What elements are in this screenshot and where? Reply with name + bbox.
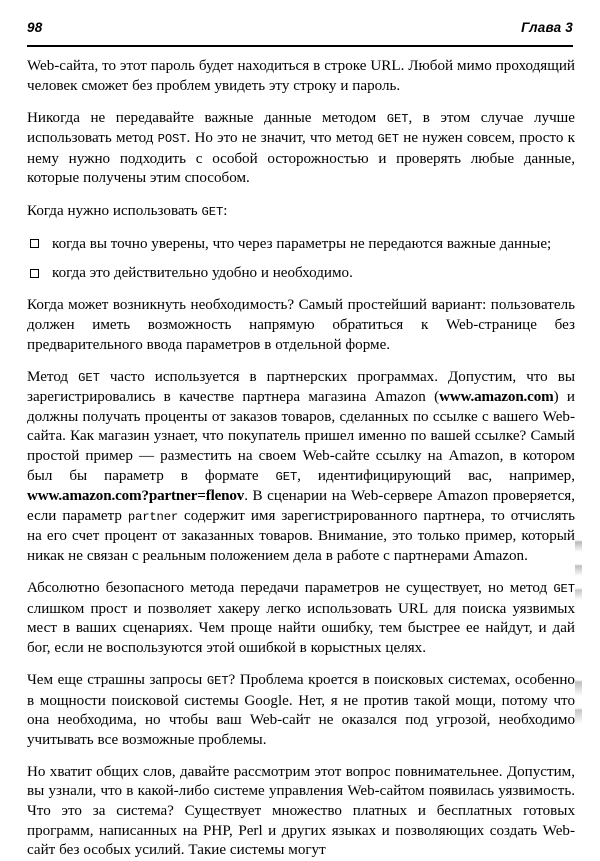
list-item-text: когда вы точно уверены, что через параметры не передаются важные данные; [52,235,552,252]
paragraph-6-text-b: слишком прост и позволяет хакеру легко использовать URL для поиска уязвимых мест в ваших сценариях. Чем проще найти ошибку, тем быстрее ее найдут, и дай бог, если не воспользуются этой ошибкой в корыстных целях. [27,600,575,656]
paragraph-3 [27,202,575,223]
inline-code-get: GET [377,132,400,147]
paragraph-2 [27,109,575,189]
paragraph-2-text-c: . Но это не значит, что метод [186,130,378,147]
paragraph-7-text-b: ? Проблема кроется в поисковых системах, особенно в мощности поисковой системы Google. Нет, я не против такой мощи, потому что она необходима, но чтобы ваш Web-сайт не оказался под угрозой, необходимо учитывать все возможные проблемы. [27,671,575,748]
scan-edge-artifact [575,530,582,830]
paragraph-5-text-c: ) и должны получать проценты от заказов товаров, сделанных по ссылке с вашего Web-сайта. Как магазин узнает, что покупатель пришел именно по вашей ссылке? Самый простой пример — разместить на своем Web-сайте ссылку на Amazon, в котором был бы параметр в формате [27,389,575,484]
inline-code-get: GET [78,370,100,385]
inline-code-get: GET [201,204,224,219]
inline-code-partner: partner [127,509,179,524]
paragraph-3-text-a: Когда нужно использовать [27,202,202,219]
paragraph-5 [27,368,575,567]
paragraph-8-text: Но хватит общих слов, давайте рассмотрим этот вопрос повнимательнее. Допустим, вы узнали, что в какой-либо системе управления Web-сайтом появилась уязвимость. Что это за система? Существует множество платных и бесплатных готовых программ, написанных на PHP, Perl и других языках и позволяющих создать Web-сайт без особых усилий. Такие системы могут [27,763,575,859]
inline-code-get: GET [553,582,575,597]
bullet-list [27,235,575,284]
inline-code-get: GET [275,469,298,484]
paragraph-1-text: Web-сайта, то этот пароль будет находиться в строке URL. Любой мимо проходящий человек сможет без проблем увидеть эту строку и пароль. [27,58,575,94]
paragraph-5-text-b: часто используется в партнерских программах. Допустим, что вы зарегистрировались в качестве партнера магазина Amazon ( [27,368,576,406]
list-item-text: когда это действительно удобно и необходимо. [52,265,353,282]
header-rule [27,45,573,47]
inline-url-amazon-partner: www.amazon.com?partner=flenov [27,488,245,505]
paragraph-5-text-e: . В сценарии на Web-сервере Amazon проверяется, если параметр [27,488,575,524]
inline-url-amazon: www.amazon.com [439,389,554,406]
paragraph-7-text-a: Чем еще страшны запросы [27,671,207,688]
paragraph-6 [27,579,575,658]
paragraph-5-text-d: , идентифицирующий вас, например, [297,467,576,484]
square-bullet-icon [30,239,39,248]
paragraph-1 [27,57,575,96]
paragraph-4-text: Когда может возникнуть необходимость? Самый простейший вариант: пользователь должен иметь возможность напрямую обратиться к Web-странице без предварительного ввода параметров в отдельной форме. [27,297,575,353]
paragraph-7 [27,671,575,750]
page-number: 98 [27,20,43,35]
paragraph-4 [27,296,575,355]
inline-code-post: POST [157,132,187,147]
paragraph-2-text-d: не нужен совсем, просто к нему нужно подходить с особой осторожностью и проверять любые данные, которые получены этим способом. [27,130,575,187]
paragraph-8 [27,763,575,861]
running-head [27,20,573,46]
paragraph-6-text-a: Абсолютно безопасного метода передачи параметров не существует, но метод [27,580,554,597]
chapter-label: Глава 3 [521,20,573,35]
paragraph-2-text-b: , в этом случае лучше использовать метод [27,109,575,147]
square-bullet-icon [30,269,39,278]
text-column [27,57,575,861]
inline-code-get: GET [206,673,229,688]
list-item [27,264,575,284]
inline-code-get: GET [386,111,409,126]
list-item [27,235,575,255]
paragraph-2-text-a: Никогда не передавайте важные данные методом [27,109,387,126]
paragraph-3-text-b: : [223,202,228,219]
paragraph-5-text-a: Метод [27,368,79,385]
paragraph-5-text-f: содержит имя зарегистрированного партнера, то отчислять на его счет процент от заказанных товаров. Внимание, это только пример, который никак не связан с реальным положением дела в работе с партнерами Amazon. [27,507,575,564]
